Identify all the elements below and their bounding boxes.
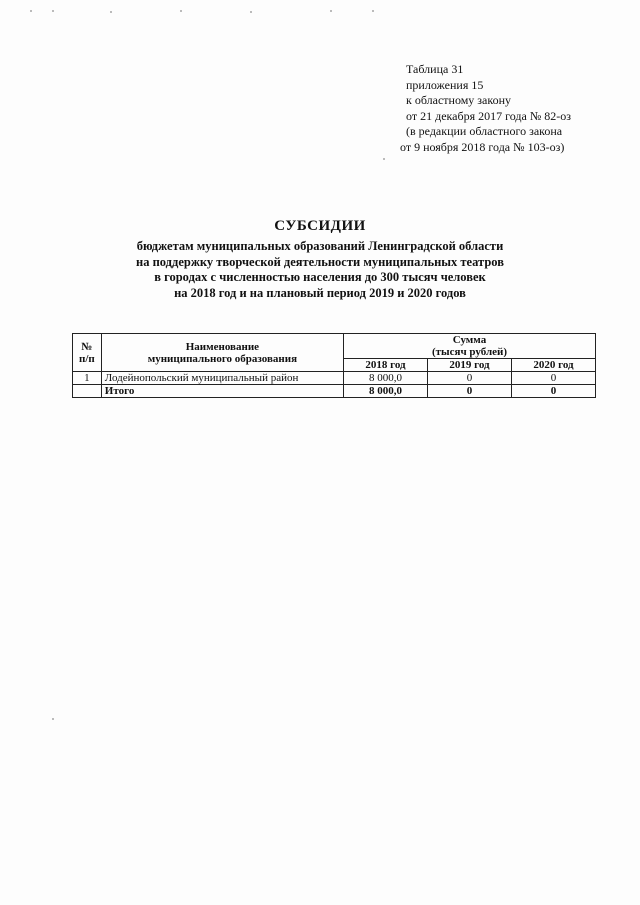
reference-line: к областному закону (406, 93, 512, 107)
scan-artifact (383, 158, 385, 160)
scan-artifact (180, 10, 182, 12)
reference-line: от 9 ноября 2018 года № 103-оз) (400, 139, 565, 154)
scan-artifact (30, 10, 32, 12)
header-year-2020: 2020 год (512, 359, 596, 372)
total-value-2018: 8 000,0 (344, 385, 428, 398)
total-value-2019: 0 (428, 385, 512, 398)
title-main: СУБСИДИИ (274, 218, 366, 234)
title-line: в городах с численностью населения до 300 тысяч человек (154, 270, 486, 284)
row-number: 1 (73, 372, 102, 385)
table-row (73, 372, 596, 385)
header-number-line1: № (81, 340, 93, 353)
title-line: на 2018 год и на плановый период 2019 и 2020 годов (174, 285, 466, 300)
header-sum-line1: Сумма (452, 334, 487, 346)
header-municipality (101, 334, 343, 372)
header-sum (344, 334, 596, 359)
scan-artifact (250, 11, 252, 13)
document-reference-note (400, 62, 600, 155)
header-municipality-line1: Наименование (185, 340, 260, 353)
document-title (60, 218, 580, 301)
scan-artifact (372, 10, 374, 12)
title-line: на поддержку творческой деятельности муниципальных театров (136, 254, 504, 269)
row-value-2019: 0 (428, 372, 512, 385)
scan-artifact (110, 11, 112, 13)
row-value-2018: 8 000,0 (344, 372, 428, 385)
total-number-cell (73, 385, 102, 398)
table-header-row (73, 334, 596, 359)
total-label: Итого (101, 385, 343, 398)
total-value-2020: 0 (512, 385, 596, 398)
table-total-row (73, 385, 596, 398)
header-year-2018: 2018 год (344, 359, 428, 372)
title-line: бюджетам муниципальных образований Ленинградской области (136, 239, 504, 253)
header-sum-line2: (тысяч рублей) (431, 346, 508, 358)
scan-artifact (52, 718, 54, 720)
header-municipality-line2: муниципального образования (147, 352, 298, 365)
scan-artifact (52, 10, 54, 12)
header-year-2019: 2019 год (428, 359, 512, 372)
reference-line: от 21 декабря 2017 года № 82-оз (406, 108, 572, 123)
subsidy-table (72, 333, 596, 398)
reference-line: Таблица 31 (406, 62, 464, 76)
header-number-line2: п/п (79, 352, 95, 365)
row-value-2020: 0 (512, 372, 596, 385)
scan-artifact (330, 10, 332, 12)
reference-line: (в редакции областного закона (406, 124, 563, 138)
header-number (73, 334, 102, 372)
row-municipality: Лодейнопольский муниципальный район (101, 372, 343, 385)
reference-line: приложения 15 (406, 77, 484, 92)
